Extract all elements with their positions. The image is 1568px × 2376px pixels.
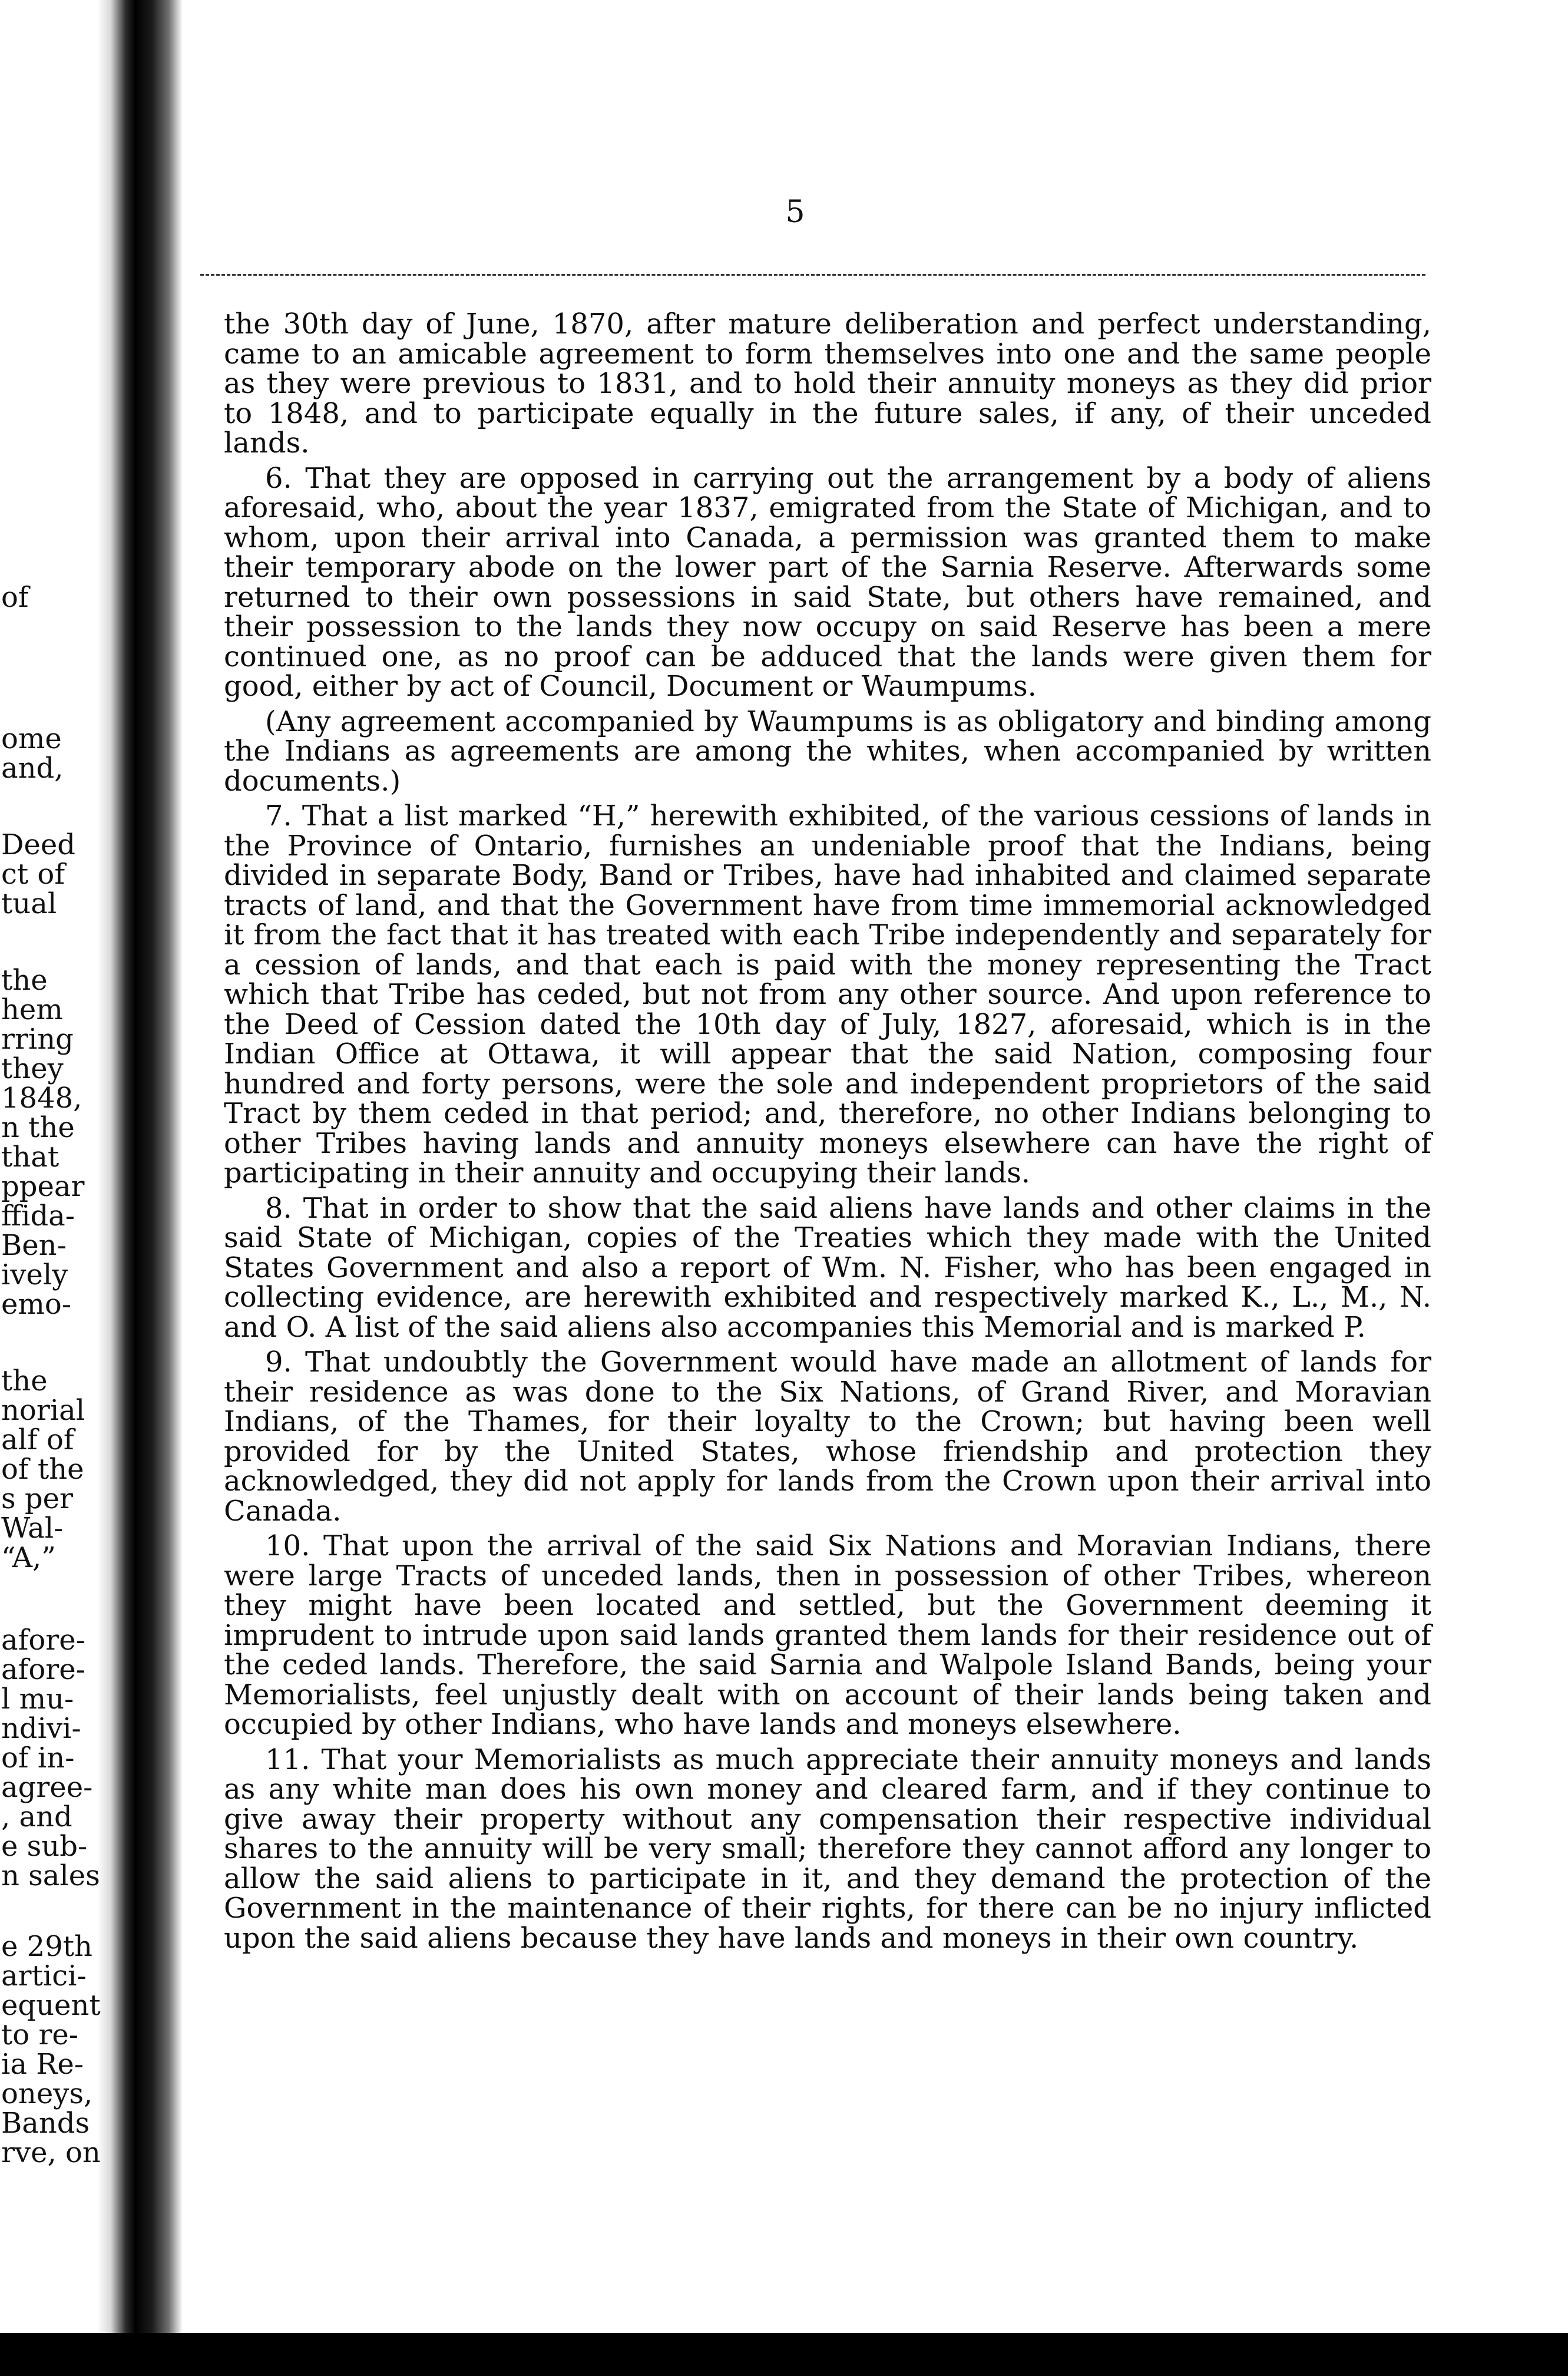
paragraph-11: 11. That your Memorialists as much appreciate their annuity moneys and lands as any white man does his own money and cleared farm, and if they continue to give away their property without any compensation their respective individual shares to the annuity will be very small; therefore they cannot afford any longer to allow the said aliens to participate in it, and they demand the protection of the Government in the maintenance of their rights, for there can be no injury inflicted upon the said aliens because they have lands and moneys in their own country. [224, 1743, 1431, 1955]
previous-page-fragment: of [1, 581, 29, 614]
previous-page-fragment: rring [1, 1023, 74, 1056]
previous-page-fragment: n sales [1, 1859, 100, 1892]
previous-page-fragment: n the [1, 1111, 75, 1144]
previous-page-fragment: ffida- [1, 1199, 75, 1232]
previous-page-fragment: agree- [1, 1771, 93, 1804]
previous-page-fragment: that [1, 1141, 59, 1174]
previous-page-fragment: rve, on [1, 2136, 101, 2169]
paragraph-continuation: the 30th day of June, 1870, after mature deliberation and perfect understanding, came to an amicable agreement to form themselves into one and the same people as they were previous to 1831, and to hold their annuity moneys as they did prior to 1848, and to participate equally in the future sales, if any, of their unceded lands. [224, 308, 1431, 460]
paragraph-8: 8. That in order to show that the said aliens have lands and other claims in the said State of Michigan, copies of the Treaties which they made with the United States Government and also a report of Wm. N. Fisher, who has been engaged in collecting evidence, are herewith exhibited and respectively marked K., L., M., N. and O. A list of the said aliens also accompanies this Memorial and is marked P. [224, 1191, 1431, 1344]
previous-page-fragment: l mu- [1, 1683, 74, 1716]
previous-page-fragment: ia Re- [1, 2048, 84, 2081]
previous-page-fragment: emo- [1, 1288, 72, 1321]
previous-page-fragment: ively [1, 1258, 68, 1291]
paragraph-10: 10. That upon the arrival of the said Six Nations and Moravian Indians, there were large Tracts of unceded lands, then in possession of other Tribes, whereon they might have been located and settled, but the Government deeming it imprudent to intrude upon said lands granted them lands for their residence out of the ceded lands. Therefore, the said Sarnia and Walpole Island Bands, being your Memorialists, feel unjustly dealt with on account of their lands being taken and occupied by other Indians, who have lands and moneys elsewhere. [224, 1529, 1431, 1741]
previous-page-fragment: e 29th [1, 1930, 92, 1963]
paragraph-7: 7. That a list marked “H,” herewith exhibited, of the various cessions of lands in the Province of Ontario, furnishes an undeniable proof that the Indians, being divided in separate Body, Band or Tribes, have had inhabited and claimed separate tracts of land, and that the Government have from time immemorial acknowledged it from the fact that it has treated with each Tribe independently and separately for a cession of lands, and that each is paid with the money representing the Tract which that Tribe has ceded, but not from any other source. And upon reference to the Deed of Cession dated the 10th day of July, 1827, aforesaid, which is in the Indian Office at Ottawa, it will appear that the said Nation, composing four hundred and forty persons, were the sole and independent proprietors of the said Tract by them ceded in that period; and, therefore, no other Indians belonging to other Tribes having lands and annuity moneys elsewhere can have the right of participating in their annuity and occupying their lands. [224, 799, 1431, 1189]
previous-page-fragment: ppear [1, 1170, 85, 1203]
paragraph-9: 9. That undoubtly the Government would have made an allotment of lands for their residence as was done to the Six Nations, of Grand River, and Moravian Indians, of the Thames, for their loyalty to the Crown; but having been well provided for by the United States, whose friendship and protection they acknowledged, they did not apply for lands from the Crown upon their arrival into Canada. [224, 1346, 1431, 1528]
previous-page-fragment: 1848, [1, 1082, 82, 1115]
page-body [224, 309, 1431, 1958]
previous-page-fragment: equent [1, 1989, 101, 2022]
previous-page-fragment: Ben- [1, 1229, 67, 1262]
previous-page-fragment: afore- [1, 1624, 85, 1657]
previous-page-fragment: artici- [1, 1959, 87, 1992]
header-rule [200, 274, 1425, 276]
previous-page-fragment: afore- [1, 1653, 85, 1686]
previous-page-fragment: the [1, 964, 48, 997]
previous-page-fragment: hem [1, 993, 63, 1026]
binding-shadow [135, 0, 183, 2333]
scan-border [0, 2333, 1568, 2376]
previous-page-fragment: ome [1, 722, 62, 755]
previous-page-fragment: and, [1, 752, 64, 785]
page-number: 5 [785, 194, 805, 230]
previous-page-fragment: to re- [1, 2018, 79, 2051]
previous-page-edge [0, 0, 135, 2333]
previous-page-fragment: the [1, 1364, 48, 1397]
previous-page-fragment: s per [1, 1482, 73, 1515]
previous-page-fragment: e sub- [1, 1830, 88, 1863]
paragraph-6: 6. That they are opposed in carrying out the arrangement by a body of aliens aforesaid, who, about the year 1837, emigrated from the State of Michigan, and to whom, upon their arrival into Canada, a permission was granted them to make their temporary abode on the lower part of the Sarnia Reserve. Afterwards some returned to their own possessions in said State, but others have remained, and their possession to the lands they now occupy on said Reserve has been a mere continued one, as no proof can be adduced that the lands were given them for good, either by act of Council, Document or Waumpums. [224, 461, 1431, 703]
previous-page-fragment: “A,” [1, 1541, 56, 1574]
previous-page-fragment: norial [1, 1394, 85, 1427]
previous-page-fragment: alf of [1, 1423, 74, 1456]
previous-page-fragment: ct of [1, 858, 65, 891]
previous-page-fragment: Deed [1, 828, 76, 861]
previous-page-fragment: of the [1, 1453, 84, 1486]
document-page [135, 0, 1568, 2333]
previous-page-fragment: oneys, [1, 2077, 93, 2110]
paragraph-waumpums-note: (Any agreement accompanied by Waumpums is as obligatory and binding among the Indians as agreements are among the whites, when accompanied by written documents.) [224, 705, 1431, 798]
previous-page-fragment: Bands [1, 2107, 90, 2140]
previous-page-fragment: , and [1, 1800, 72, 1833]
previous-page-fragment: ndivi- [1, 1712, 81, 1745]
previous-page-fragment: of in- [1, 1741, 75, 1774]
previous-page-fragment: tual [1, 887, 57, 920]
previous-page-fragment: Wal- [1, 1512, 64, 1545]
previous-page-fragment: they [1, 1052, 64, 1085]
